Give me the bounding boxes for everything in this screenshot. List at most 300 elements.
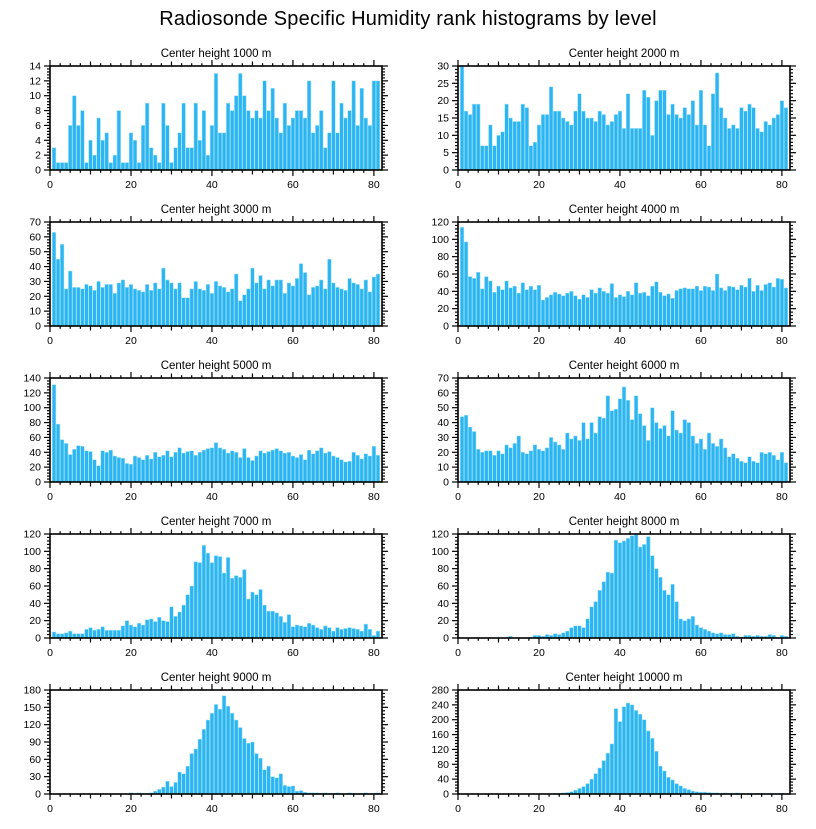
x-tick-label: 40: [206, 491, 218, 503]
histogram-grid: [0, 44, 816, 824]
bar: [125, 287, 129, 326]
bar: [638, 128, 642, 170]
y-tick-label: 20: [437, 447, 449, 459]
bar: [505, 445, 509, 482]
bar: [638, 293, 642, 326]
bar: [784, 288, 788, 326]
bar: [711, 94, 715, 170]
bar: [303, 627, 307, 638]
bar: [364, 118, 368, 170]
bar: [598, 590, 602, 638]
bar: [655, 282, 659, 326]
bar: [214, 556, 218, 638]
bar: [352, 452, 356, 482]
bar: [590, 118, 594, 170]
bar: [291, 456, 295, 482]
bar: [344, 290, 348, 326]
bar: [247, 457, 251, 482]
bar: [202, 111, 206, 170]
y-tick-label: 0: [443, 321, 449, 333]
bar: [626, 291, 630, 326]
bar: [582, 295, 586, 326]
bar: [376, 274, 380, 326]
bar: [509, 118, 513, 170]
bar: [557, 294, 561, 326]
bar: [340, 460, 344, 482]
y-tick-label: 0: [35, 165, 41, 177]
bar: [319, 629, 323, 638]
bar: [772, 455, 776, 482]
bar: [303, 460, 307, 482]
bar: [194, 103, 198, 170]
bar: [736, 458, 740, 482]
bar: [570, 628, 574, 638]
bar: [307, 295, 311, 326]
bar: [574, 111, 578, 170]
bar: [557, 111, 561, 170]
bar: [364, 624, 368, 638]
bar: [279, 451, 283, 482]
bar: [618, 111, 622, 170]
bar: [299, 111, 303, 170]
bar: [251, 592, 255, 638]
bar: [243, 739, 247, 794]
bar: [315, 628, 319, 638]
bar: [324, 453, 328, 482]
y-tick-label: 8: [35, 105, 41, 117]
bar: [553, 111, 557, 170]
bar: [162, 787, 166, 794]
bar: [675, 115, 679, 170]
bar: [566, 293, 570, 326]
bar: [638, 414, 642, 482]
y-tick-label: 10: [437, 130, 449, 142]
bar: [230, 578, 234, 638]
y-tick-label: 20: [437, 303, 449, 315]
bar: [81, 289, 85, 326]
x-tick-label: 20: [533, 803, 545, 815]
x-tick-label: 0: [47, 491, 53, 503]
bar: [549, 87, 553, 170]
bar: [646, 97, 650, 170]
bar: [117, 630, 121, 638]
bar: [671, 780, 675, 794]
bar: [655, 569, 659, 638]
bar: [590, 290, 594, 326]
bar: [602, 582, 606, 638]
bar: [64, 289, 68, 326]
bar: [715, 446, 719, 482]
bar: [271, 777, 275, 794]
bar: [214, 443, 218, 482]
bar: [501, 454, 505, 482]
bar: [464, 242, 468, 326]
bar: [372, 446, 376, 482]
bar: [748, 278, 752, 326]
bar: [198, 739, 202, 794]
bar: [638, 547, 642, 638]
bar: [162, 455, 166, 482]
bar: [64, 163, 68, 170]
bar: [736, 290, 740, 326]
bar: [691, 616, 695, 638]
x-tick-label: 20: [533, 491, 545, 503]
bar: [198, 289, 202, 326]
bar: [97, 629, 101, 638]
bar: [594, 293, 598, 326]
bar: [533, 290, 537, 326]
bar: [699, 628, 703, 638]
bar: [598, 417, 602, 482]
y-tick-label: 150: [23, 702, 41, 714]
bar: [166, 125, 170, 170]
y-tick-label: 20: [29, 615, 41, 627]
bar: [679, 786, 683, 794]
histogram-svg-center-height-9000-m: [0, 668, 408, 824]
bar: [52, 385, 56, 482]
bar: [460, 227, 464, 326]
y-tick-label: 40: [437, 286, 449, 298]
bar: [206, 155, 210, 170]
bar: [259, 451, 263, 482]
bar: [586, 118, 590, 170]
bar: [671, 104, 675, 170]
bar: [472, 431, 476, 482]
bar: [113, 293, 117, 326]
bar: [186, 766, 190, 794]
x-tick-label: 20: [533, 647, 545, 659]
y-tick-label: 4: [35, 135, 41, 147]
y-tick-label: 30: [437, 432, 449, 444]
bar: [634, 534, 638, 638]
bar: [174, 616, 178, 638]
panel-center-height-4000-m: [408, 200, 816, 356]
bar: [93, 460, 97, 482]
x-tick-label: 40: [206, 647, 218, 659]
bar: [772, 287, 776, 326]
bar: [210, 125, 214, 170]
bar: [598, 111, 602, 170]
bar: [642, 292, 646, 326]
bar: [243, 96, 247, 170]
bar: [703, 125, 707, 170]
bar: [97, 118, 101, 170]
bar: [263, 289, 267, 326]
x-tick-label: 20: [125, 179, 137, 191]
x-tick-label: 60: [695, 803, 707, 815]
bar: [485, 451, 489, 482]
bar: [497, 286, 501, 326]
bar: [549, 295, 553, 326]
bar: [332, 456, 336, 482]
bar: [238, 301, 242, 326]
bar: [476, 272, 480, 326]
bar: [121, 163, 125, 170]
bar: [247, 743, 251, 794]
bar: [464, 415, 468, 482]
bar: [101, 287, 105, 326]
panel-center-height-6000-m: [408, 356, 816, 512]
histogram-svg-center-height-10000-m: [408, 668, 816, 824]
bar: [85, 284, 89, 326]
bar: [222, 573, 226, 638]
bar: [626, 400, 630, 482]
y-tick-label: 40: [29, 447, 41, 459]
bar: [170, 163, 174, 170]
bar: [328, 259, 332, 326]
bar: [460, 417, 464, 482]
bar: [606, 753, 610, 794]
bar: [614, 709, 618, 794]
bar: [464, 111, 468, 170]
bar: [319, 280, 323, 326]
bar: [578, 94, 582, 170]
histogram-svg-center-height-3000-m: [0, 200, 408, 356]
y-tick-label: 280: [431, 685, 449, 697]
bar: [711, 443, 715, 482]
bar: [243, 295, 247, 326]
y-tick-label: 50: [437, 402, 449, 414]
bar: [93, 630, 97, 638]
panel-center-height-1000-m: [0, 44, 408, 200]
bar: [691, 289, 695, 326]
bar: [60, 440, 64, 482]
bar: [251, 742, 255, 794]
bar: [214, 281, 218, 326]
bar: [582, 423, 586, 482]
bar: [715, 274, 719, 326]
x-tick-label: 40: [206, 179, 218, 191]
bar: [255, 456, 259, 482]
y-tick-label: 120: [431, 217, 449, 229]
bar: [267, 452, 271, 482]
bar: [663, 426, 667, 482]
bar: [72, 287, 76, 326]
bar: [97, 466, 101, 482]
bar: [230, 451, 234, 482]
bars: [52, 385, 380, 482]
y-tick-label: 20: [29, 291, 41, 303]
bar: [299, 455, 303, 482]
bar: [311, 625, 315, 638]
y-tick-label: 120: [23, 387, 41, 399]
x-tick-label: 80: [368, 647, 380, 659]
bar: [509, 288, 513, 326]
bar: [723, 448, 727, 482]
bar: [582, 111, 586, 170]
bar: [182, 774, 186, 794]
y-tick-label: 0: [443, 477, 449, 489]
bar: [105, 630, 109, 638]
x-tick-label: 0: [47, 647, 53, 659]
bar: [190, 289, 194, 326]
bar: [699, 439, 703, 482]
bar: [137, 290, 141, 326]
bar: [121, 626, 125, 638]
bar: [610, 284, 614, 326]
bar: [598, 768, 602, 794]
bar: [218, 133, 222, 170]
bar: [460, 66, 464, 170]
bar: [141, 460, 145, 482]
bar: [602, 761, 606, 794]
bar: [622, 128, 626, 170]
bar: [109, 163, 113, 170]
bar: [174, 452, 178, 482]
bar: [218, 286, 222, 326]
x-tick-label: 60: [287, 803, 299, 815]
bar: [178, 133, 182, 170]
bar: [226, 103, 230, 170]
y-tick-label: 10: [437, 462, 449, 474]
bar: [525, 290, 529, 326]
bar: [687, 619, 691, 638]
y-tick-label: 0: [443, 789, 449, 801]
bar: [105, 133, 109, 170]
bar: [348, 461, 352, 482]
y-tick-label: 60: [29, 432, 41, 444]
bar: [145, 455, 149, 482]
x-tick-label: 0: [455, 335, 461, 347]
y-tick-label: 100: [23, 546, 41, 558]
bar: [472, 104, 476, 170]
bar: [230, 289, 234, 326]
bar: [468, 427, 472, 482]
panel-title: Center height 8000 m: [569, 516, 680, 528]
bar: [72, 96, 76, 170]
bar: [626, 538, 630, 638]
bar: [283, 453, 287, 482]
bar: [332, 81, 336, 170]
bar: [356, 125, 360, 170]
bar: [521, 283, 525, 326]
bar: [364, 454, 368, 482]
bar: [291, 118, 295, 170]
bar: [141, 125, 145, 170]
bar: [170, 607, 174, 638]
bar: [295, 111, 299, 170]
bar: [336, 133, 340, 170]
panel-center-height-5000-m: [0, 356, 408, 512]
bar: [324, 289, 328, 326]
bars: [509, 534, 788, 638]
bar: [356, 455, 360, 482]
bar: [263, 81, 267, 170]
bar: [582, 787, 586, 794]
panel-title: Center height 3000 m: [161, 204, 272, 216]
bar: [513, 286, 517, 326]
x-tick-label: 40: [206, 335, 218, 347]
bar: [472, 278, 476, 326]
bar: [299, 264, 303, 326]
bar: [675, 784, 679, 794]
bar: [776, 460, 780, 482]
bar: [275, 280, 279, 326]
bar: [348, 628, 352, 638]
bar: [566, 631, 570, 638]
bar: [117, 111, 121, 170]
bar: [760, 452, 764, 482]
bar: [626, 703, 630, 794]
bar: [756, 128, 760, 170]
x-tick-label: 60: [695, 179, 707, 191]
bar: [655, 751, 659, 794]
bar: [630, 420, 634, 482]
bar: [606, 125, 610, 170]
bar: [56, 424, 60, 482]
bar: [529, 286, 533, 326]
bar: [287, 452, 291, 482]
bar: [251, 118, 255, 170]
bar: [186, 298, 190, 326]
bar: [513, 443, 517, 482]
y-tick-label: 90: [29, 737, 41, 749]
bar: [210, 713, 214, 794]
bar: [634, 396, 638, 482]
bar: [190, 754, 194, 794]
y-tick-label: 60: [437, 269, 449, 281]
bar: [521, 104, 525, 170]
bar: [707, 287, 711, 326]
bar: [267, 611, 271, 638]
panel-title: Center height 10000 m: [566, 672, 683, 684]
x-tick-label: 80: [776, 647, 788, 659]
bar: [186, 595, 190, 638]
bar: [89, 628, 93, 638]
bar: [149, 459, 153, 482]
bar: [263, 605, 267, 638]
bar: [368, 629, 372, 638]
bar: [259, 275, 263, 326]
bar: [279, 280, 283, 326]
bar: [129, 464, 133, 482]
bar: [707, 631, 711, 638]
x-tick-label: 80: [368, 491, 380, 503]
bar: [162, 621, 166, 638]
bar: [178, 772, 182, 794]
panel-center-height-10000-m: [408, 668, 816, 824]
bar: [279, 774, 283, 794]
bar: [356, 629, 360, 638]
bar: [642, 90, 646, 170]
histogram-svg-center-height-6000-m: [408, 356, 816, 512]
bar: [145, 103, 149, 170]
bar: [505, 104, 509, 170]
bar: [133, 289, 137, 326]
bar: [545, 297, 549, 326]
bar: [56, 163, 60, 170]
bar: [307, 81, 311, 170]
bar: [85, 451, 89, 482]
bar: [602, 291, 606, 326]
bar: [622, 707, 626, 794]
bar: [740, 108, 744, 170]
x-tick-label: 80: [368, 179, 380, 191]
bar: [740, 461, 744, 482]
y-tick-label: 50: [29, 246, 41, 258]
bar: [93, 290, 97, 326]
bar: [748, 104, 752, 170]
bar: [186, 148, 190, 170]
x-tick-label: 20: [533, 335, 545, 347]
panel-center-height-8000-m: [408, 512, 816, 668]
bar: [780, 279, 784, 326]
bar: [703, 286, 707, 326]
bar: [655, 423, 659, 482]
bar: [315, 125, 319, 170]
bar: [667, 595, 671, 638]
bar: [198, 563, 202, 638]
